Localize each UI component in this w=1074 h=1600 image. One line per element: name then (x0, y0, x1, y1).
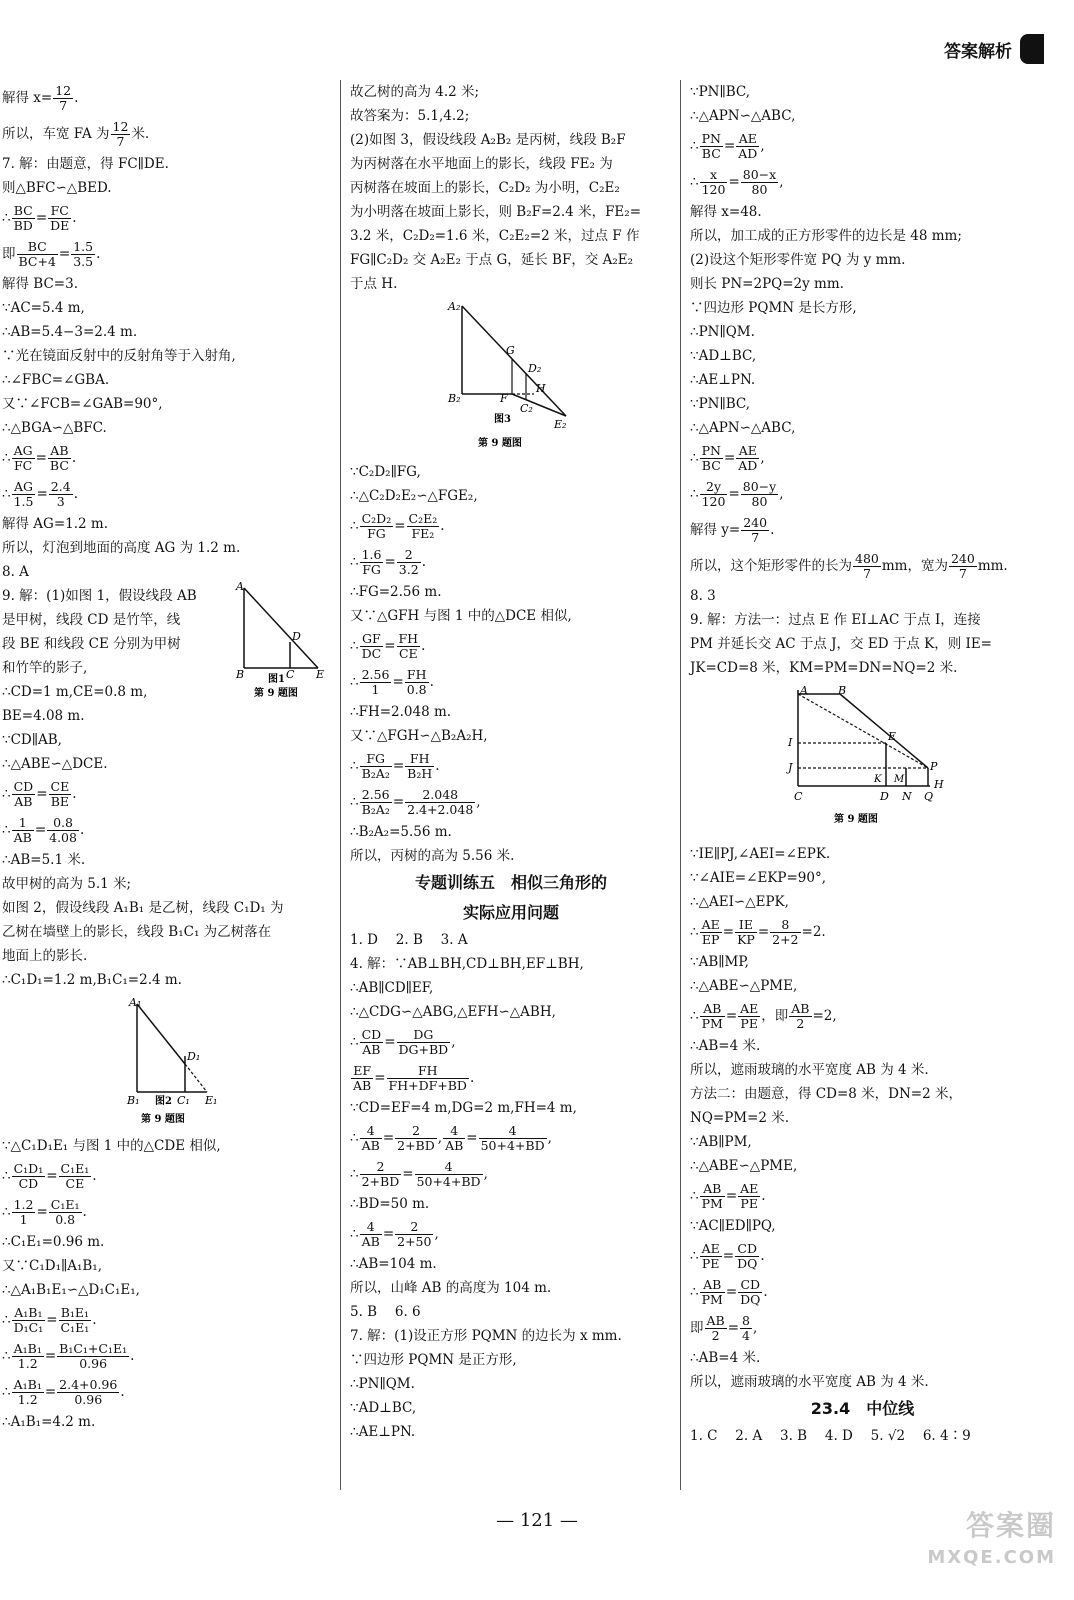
text-line: ∵AD⊥BC, (350, 1400, 417, 1416)
figure-1-block (2, 580, 332, 704)
fraction-line: ∴ $\frac{\text{A₁B₁}}{1.2}$ = $\frac{2.4+0.96}{0.96}$ . (2, 1377, 125, 1407)
svg-text:G: G (506, 344, 515, 357)
page-header (944, 34, 1044, 64)
svg-text:H: H (536, 382, 546, 395)
text-line: 解得 BC=3. (2, 276, 78, 292)
section-title: 专题训练五 相似三角形的 (414, 873, 607, 892)
text-line: ∴△C₂D₂E₂∽△FGE₂, (350, 488, 478, 504)
text-line: ∵IE∥PJ,∠AEI=∠EPK. (690, 846, 831, 862)
text-line: 段 BE 和线段 CE 分别为甲树 (2, 636, 181, 652)
text-line: ∵PN∥BC, (690, 396, 751, 412)
text-line: ∴△AEI∽△EPK, (690, 894, 789, 910)
text-line: 所以，加工成的正方形零件的边长是 48 mm; (690, 228, 962, 244)
fraction-line: ∴ $\frac{1}{AB}$ = $\frac{0.8}{4.08}$ . (2, 815, 85, 845)
text-line: 1. D 2. B 3. A (350, 932, 468, 948)
svg-text:D: D (292, 630, 301, 643)
text-line: ∴△ABE∽△PME, (690, 978, 798, 994)
text-line: 故答案为：5.1,4.2; (350, 108, 470, 124)
text-line: 又∵∠FCB=∠GAB=90°, (2, 396, 163, 412)
text-line: 丙树落在坡面上的影长，C₂D₂ 为小明，C₂E₂ (350, 180, 620, 196)
fraction-line: ∴ $\frac{GF}{DC}$ = $\frac{FH}{CE}$ . (350, 631, 426, 661)
svg-text:A: A (236, 580, 244, 593)
watermark: 答案圈 MXQE.COM (927, 1509, 1056, 1568)
text-line: 3.2 米，C₂D₂=1.6 米，C₂E₂=2 米，过点 F 作 (350, 228, 640, 244)
text-line: ∴AB∥CD∥EF, (350, 980, 434, 996)
text-line: ∴△A₁B₁E₁∽△D₁C₁E₁, (2, 1282, 140, 1298)
svg-text:F: F (500, 392, 508, 405)
text-line: ∴PN∥QM. (690, 324, 755, 340)
text-line: ∴AE⊥PN. (690, 372, 756, 388)
svg-text:B: B (837, 684, 846, 697)
svg-text:A: A (799, 684, 808, 697)
text-line: 所以，遮雨玻璃的水平宽度 AB 为 4 米. (690, 1374, 929, 1390)
text-line: ∴△CDG∽△ABG,△EFH∽△ABH, (350, 1004, 556, 1020)
svg-text:P: P (929, 760, 937, 773)
fraction-line: ∴ $\frac{AG}{FC}$ = $\frac{AB}{BC}$ . (2, 443, 77, 473)
fraction-line: ∴ $\frac{AB}{PM}$ = $\frac{CD}{DQ}$ . (690, 1277, 768, 1307)
text-line: ∴AB=104 m. (350, 1256, 437, 1272)
text-line: ∵AC∥ED∥PQ, (690, 1218, 776, 1234)
text-line: 于点 H. (350, 276, 398, 292)
section-title: 23.4 中位线 (810, 1399, 915, 1418)
svg-text:E: E (887, 730, 896, 743)
text-line: 如图 2，假设线段 A₁B₁ 是乙树，线段 C₁D₁ 为 (2, 900, 284, 916)
svg-text:B: B (236, 668, 245, 681)
fraction-line: ∴ $\frac{x}{120}$ = $\frac{80-x}{80}$ , (690, 167, 784, 197)
fraction-line: ∴ $\frac{\text{A₁B₁}}{1.2}$ = $\frac{\text{B₁C₁+C₁E₁}}{0.96}$ . (2, 1341, 135, 1371)
text-line: 4. 解：∵AB⊥BH,CD⊥BH,EF⊥BH, (350, 956, 584, 972)
text-line: ∴AB=4 米. (690, 1038, 761, 1054)
text-line: ∵AC=5.4 m, (2, 300, 85, 316)
text-line: PM 并延长交 AC 于点 J，交 ED 于点 K，则 IE= (690, 636, 992, 652)
svg-text:K: K (873, 774, 881, 785)
text-line: ∵四边形 PQMN 是长方形, (690, 300, 857, 316)
svg-text:B₂: B₂ (448, 392, 461, 405)
fraction-line: ∴ $\frac{AB}{PM}$ = $\frac{AE}{PE}$ ，即 $\frac{AB}{2}$ =2, (690, 1001, 837, 1031)
column-divider-2 (680, 80, 681, 1490)
text-line: ∵PN∥BC, (690, 84, 751, 100)
svg-text:N: N (901, 790, 912, 803)
fraction-line: ∴ $\frac{AG}{1.5}$ = $\frac{2.4}{3}$ . (2, 479, 78, 509)
fraction-line: 即 $\frac{AB}{2}$ = $\frac{8}{4}$ , (690, 1313, 758, 1343)
column-1 (2, 80, 332, 1434)
text-line: 解得 AG=1.2 m. (2, 516, 108, 532)
fraction-line: 即 $\frac{BC}{BC+4}$ = $\frac{1.5}{3.5}$ . (2, 239, 101, 269)
text-line: ∵光在镜面反射中的反射角等于入射角, (2, 348, 236, 364)
fraction-line: ∴ $\frac{CD}{AB}$ = $\frac{DG}{DG+BD}$ , (350, 1027, 456, 1057)
text-line: ∴B₂A₂=5.56 m. (350, 824, 452, 840)
text-line: ∵C₂D₂∥FG, (350, 464, 421, 480)
fraction-line: ∴ $\frac{BC}{BD}$ = $\frac{FC}{DE}$ . (2, 203, 77, 233)
figure-4 (690, 684, 1035, 838)
section-subtitle: 实际应用问题 (462, 903, 559, 922)
text-line: ∴△APN∽△ABC, (690, 420, 796, 436)
fraction-line: ∴ $\frac{2.56}{\text{B₂A₂}}$ = $\frac{2.048}{2.4+2.048}$ , (350, 787, 481, 817)
text-line: 解得 x=48. (690, 204, 762, 220)
svg-text:E₂: E₂ (554, 418, 567, 431)
svg-text:H: H (933, 778, 944, 791)
text-line: ∴△BGA∽△BFC. (2, 420, 107, 436)
figure-2 (2, 996, 332, 1130)
text-line: ∴FH=2.048 m. (350, 704, 452, 720)
text-line: ∴∠FBC=∠GBA. (2, 372, 110, 388)
text-line: ∴C₁D₁=1.2 m,B₁C₁=2.4 m. (2, 972, 182, 988)
text-line: ∵AB∥PM, (690, 1134, 752, 1150)
figure-2-title: 第 9 题图 (141, 1114, 185, 1125)
text-line: 所以，灯泡到地面的高度 AG 为 1.2 m. (2, 540, 241, 556)
figure-3 (350, 300, 672, 456)
text-line: 故甲树的高为 5.1 米; (2, 876, 132, 892)
text-line: 为小明落在坡面上影长，则 B₂F=2.4 米，FE₂= (350, 204, 642, 220)
text-line: 8. 3 (690, 588, 716, 604)
text-line: ∵AB∥MP, (690, 954, 749, 970)
text-line: ∴AE⊥PN. (350, 1424, 416, 1440)
fraction-line: ∴ $\frac{2.56}{1}$ = $\frac{FH}{0.8}$ . (350, 667, 434, 697)
text-line: ∴BD=50 m. (350, 1196, 430, 1212)
text-line: 是甲树，线段 CD 是竹竿，线 (2, 612, 181, 628)
column-2 (350, 80, 672, 1444)
figure-1-label: 图1 (268, 674, 285, 685)
fraction-line: ∴ $\frac{2}{2+BD}$ = $\frac{4}{50+4+BD}$ , (350, 1159, 488, 1189)
fraction-line: 解得 y= $\frac{240}{7}$ . (690, 515, 775, 545)
text-line: 9. 解：方法一：过点 E 作 EI⊥AC 于点 I，连接 (690, 612, 981, 628)
text-line: 所以，山峰 AB 的高度为 104 m. (350, 1280, 552, 1296)
svg-text:C: C (286, 668, 295, 681)
header-title: 答案解析 (944, 41, 1012, 62)
text-line: 所以，遮雨玻璃的水平宽度 AB 为 4 米. (690, 1062, 929, 1078)
fraction-line: ∴ $\frac{1.6}{FG}$ = $\frac{2}{3.2}$ . (350, 547, 426, 577)
text-line: (2)设这个矩形零件宽 PQ 为 y mm. (690, 252, 906, 268)
figure-2-label: 图2 (155, 1096, 172, 1107)
text-line: 则△BFC∽△BED. (2, 180, 112, 196)
text-line: ∴△ABE∽△PME, (690, 1158, 798, 1174)
svg-text:M: M (893, 774, 904, 785)
text-line: 所以，丙树的高为 5.56 米. (350, 848, 515, 864)
text-line: 8. A (2, 564, 29, 580)
text-line: ∴A₁B₁=4.2 m. (2, 1414, 96, 1430)
figure-1 (232, 580, 328, 702)
text-line: FG∥C₂D₂ 交 A₂E₂ 于点 G，延长 BF，交 A₂E₂ (350, 252, 634, 268)
fraction-line: ∴ $\frac{\text{C₂D₂}}{FG}$ = $\frac{\text{C₂E₂}}{\text{FE₂}}$ . (350, 511, 445, 541)
text-line: 9. 解：(1)如图 1，假设线段 AB (2, 588, 197, 604)
text-line: ∴PN∥QM. (350, 1376, 415, 1392)
text-line: ∴AB=4 米. (690, 1350, 761, 1366)
text-line: ∴FG=2.56 m. (350, 584, 442, 600)
text-line: ∴CD=1 m,CE=0.8 m, (2, 684, 148, 700)
text-line: 为丙树落在水平地面上的影长，线段 FE₂ 为 (350, 156, 613, 172)
text-line: 解得 x= $\frac{12}{7}$ . (2, 83, 79, 113)
text-line: 乙树在墙壁上的影长，线段 B₁C₁ 为乙树落在 (2, 924, 272, 940)
text-line: 7. 解：(1)设正方形 PQMN 的边长为 x mm. (350, 1328, 622, 1344)
text-line: ∴AB=5.4−3=2.4 m. (2, 324, 138, 340)
text-line: (2)如图 3，假设线段 A₂B₂ 是丙树，线段 B₂F (350, 132, 626, 148)
text-line: 又∵△GFH 与图 1 中的△DCE 相似, (350, 608, 572, 624)
figure-4-title: 第 9 题图 (833, 814, 878, 825)
fraction-line: ∴ $\frac{2y}{120}$ = $\frac{80-y}{80}$ , (690, 479, 784, 509)
svg-text:D₂: D₂ (528, 362, 542, 375)
svg-text:J: J (787, 761, 792, 774)
svg-text:D₁: D₁ (187, 1050, 201, 1063)
fraction-line: ∴ $\frac{4}{AB}$ = $\frac{2}{2+50}$ , (350, 1219, 439, 1249)
text-line: ∵CD∥AB, (2, 732, 62, 748)
text-line: ∴C₁E₁=0.96 m. (2, 1234, 105, 1250)
figure-3-title: 第 9 题图 (478, 438, 522, 449)
fraction-line: ∴ $\frac{\text{A₁B₁}}{\text{D₁C₁}}$ = $\frac{\text{B₁E₁}}{\text{C₁E₁}}$ . (2, 1305, 97, 1335)
svg-text:D: D (879, 790, 889, 803)
fraction-line: ∴ $\frac{FG}{\text{B₂A₂}}$ = $\frac{FH}{\text{B₂H}}$ . (350, 751, 440, 781)
svg-text:I: I (787, 736, 792, 749)
column-3 (690, 80, 1035, 1448)
text-line: NQ=PM=2 米. (690, 1110, 790, 1126)
fraction-line: ∴ $\frac{1.2}{1}$ = $\frac{\text{C₁E₁}}{0.8}$ . (2, 1197, 87, 1227)
text-line: 7. 解：由题意，得 FC∥DE. (2, 156, 169, 172)
text-line: 又∵△FGH∽△B₂A₂H, (350, 728, 488, 744)
text-line: ∵∠AIE=∠EKP=90°, (690, 870, 827, 886)
fraction-line: ∴ $\frac{PN}{BC}$ = $\frac{AE}{AD}$ , (690, 131, 765, 161)
svg-text:C₁: C₁ (177, 1094, 190, 1107)
text-line: ∵△C₁D₁E₁ 与图 1 中的△CDE 相似, (2, 1138, 221, 1154)
text-line: BE=4.08 m. (2, 708, 85, 724)
fraction-line: ∴ $\frac{PN}{BC}$ = $\frac{AE}{AD}$ , (690, 443, 765, 473)
text-line: 地面上的影长. (2, 948, 88, 964)
fraction-line: ∴ $\frac{AE}{EP}$ = $\frac{IE}{KP}$ = $\frac{8}{2+2}$ =2. (690, 917, 826, 947)
svg-text:Q: Q (923, 790, 933, 803)
text-line: 5. B 6. 6 (350, 1304, 421, 1320)
svg-text:A₁: A₁ (129, 996, 142, 1009)
fraction-line: ∴ $\frac{AE}{PE}$ = $\frac{CD}{DQ}$ . (690, 1241, 765, 1271)
fraction-line: ∴ $\frac{CD}{AB}$ = $\frac{CE}{BE}$ . (2, 779, 77, 809)
text-line: 故乙树的高为 4.2 米; (350, 84, 480, 100)
text-line: 又∵C₁D₁∥A₁B₁, (2, 1258, 102, 1274)
text-line: ∴△APN∽△ABC, (690, 108, 796, 124)
text-line: 1. C 2. A 3. B 4. D 5. √2 6. 4∶9 (690, 1428, 971, 1444)
fraction-line: $\frac{EF}{AB}$ = $\frac{FH}{FH+DF+BD}$ . (353, 1063, 475, 1093)
column-divider-1 (340, 80, 341, 1490)
text-line: ∵四边形 PQMN 是正方形, (350, 1352, 517, 1368)
page-number: — 121 — (496, 1510, 578, 1531)
text-line: ∵AD⊥BC, (690, 348, 757, 364)
svg-text:A₂: A₂ (448, 300, 461, 313)
figure-1-title: 第 9 题图 (254, 688, 298, 698)
figure-3-label: 图3 (494, 414, 511, 425)
text-line: 所以，车宽 FA 为 $\frac{12}{7}$ 米. (2, 119, 150, 149)
text-line: 和竹竿的影子, (2, 660, 88, 676)
svg-text:C: C (793, 790, 802, 803)
svg-text:E₁: E₁ (205, 1094, 218, 1107)
fraction-line: ∴ $\frac{4}{AB}$ = $\frac{2}{2+BD}$ , $\frac{4}{AB}$ = $\frac{4}{50+4+BD}$ , (350, 1123, 552, 1153)
text-line: JK=CD=8 米，KM=PM=DN=NQ=2 米. (690, 660, 958, 676)
text-line: ∴△ABE∽△DCE. (2, 756, 108, 772)
header-tab-marker (1020, 34, 1044, 64)
text-line: ∵CD=EF=4 m,DG=2 m,FH=4 m, (350, 1100, 577, 1116)
text-line: ∴AB=5.1 米. (2, 852, 86, 868)
svg-text:C₂: C₂ (520, 402, 533, 415)
fraction-line: ∴ $\frac{\text{C₁D₁}}{CD}$ = $\frac{\text{C₁E₁}}{CE}$ . (2, 1161, 97, 1191)
fraction-line: 所以，这个矩形零件的长为 $\frac{480}{7}$ mm，宽为 $\frac{240}{7}$ mm. (690, 551, 1008, 581)
text-line: 则长 PN=2PQ=2y mm. (690, 276, 844, 292)
text-line: 方法二：由题意，得 CD=8 米，DN=2 米， (690, 1086, 962, 1102)
svg-text:B₁: B₁ (127, 1094, 140, 1107)
fraction-line: ∴ $\frac{AB}{PM}$ = $\frac{AE}{PE}$ . (690, 1181, 766, 1211)
svg-text:E: E (316, 668, 325, 681)
